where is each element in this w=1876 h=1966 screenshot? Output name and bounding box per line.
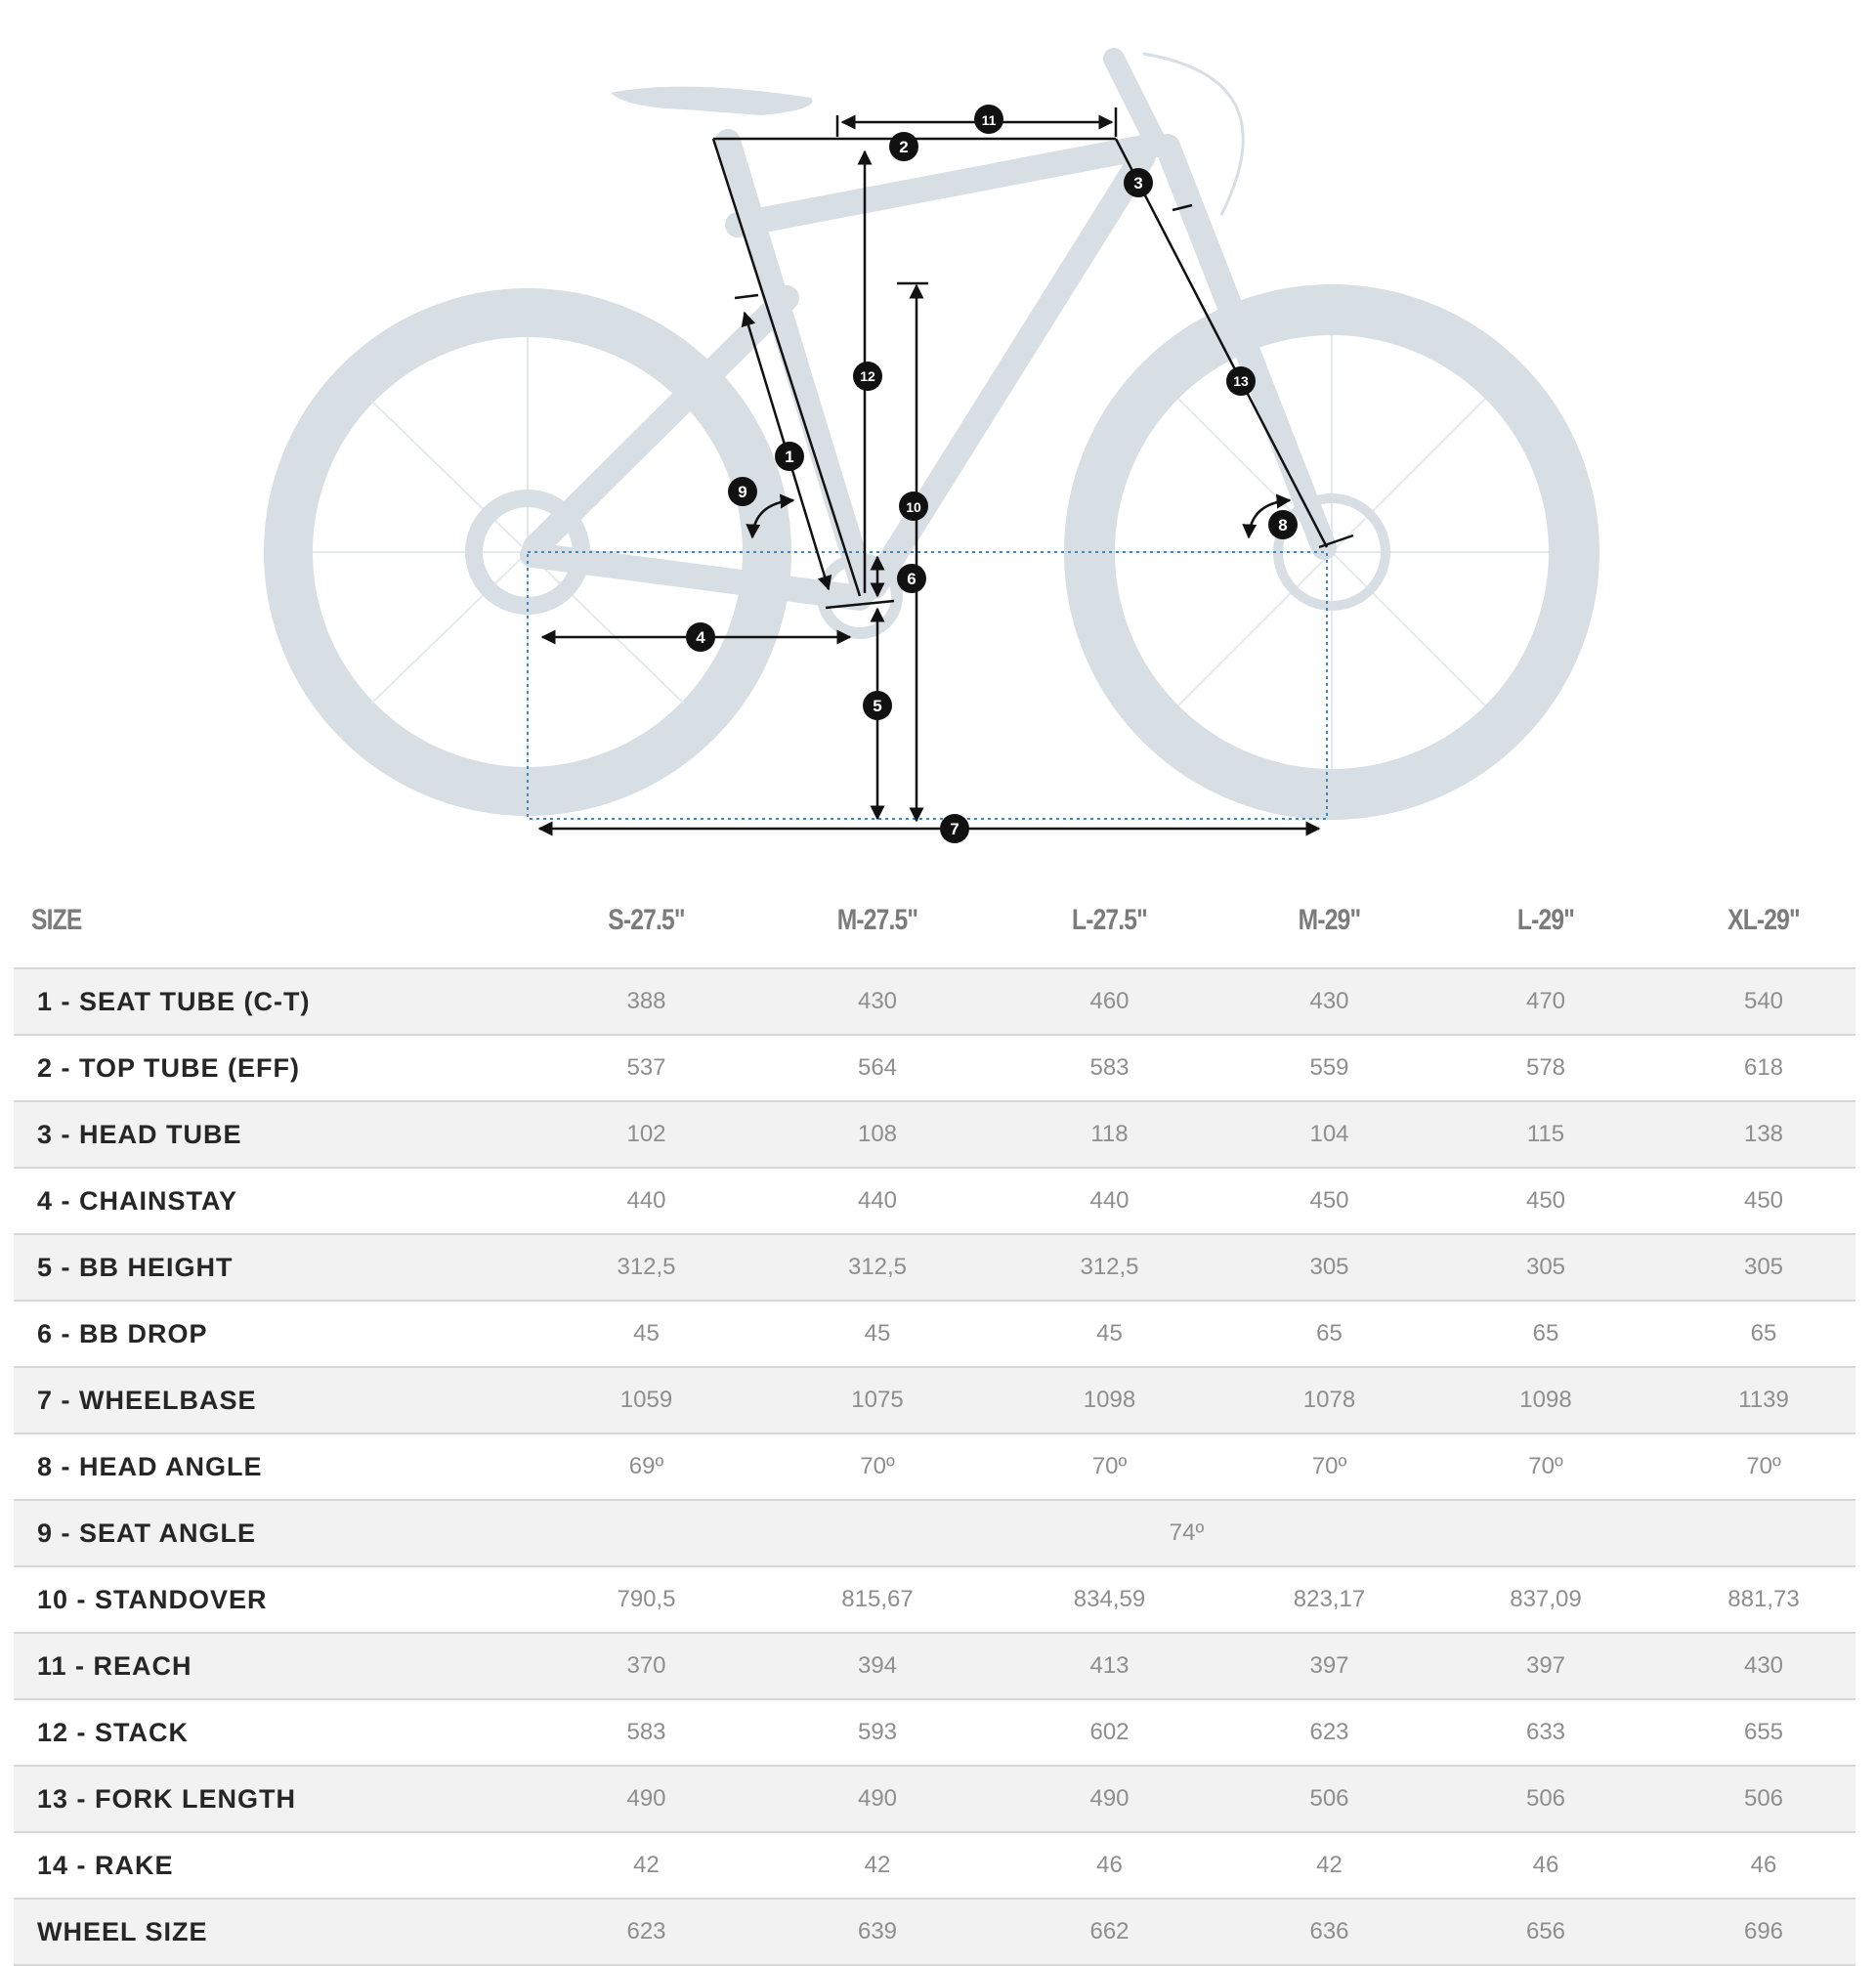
handlebar-stem — [1114, 59, 1158, 147]
value-cell: 70º — [1239, 1433, 1420, 1500]
value-cell: 823,17 — [1239, 1566, 1420, 1633]
value-cell: 312,5 — [775, 1234, 980, 1301]
table-row — [14, 1367, 1855, 1433]
value-cell: 450 — [1672, 1168, 1855, 1234]
value-cell: 623 — [1239, 1699, 1420, 1766]
value-cell: 578 — [1420, 1035, 1672, 1101]
value-cell: 65 — [1672, 1301, 1855, 1367]
marker-13 — [1226, 366, 1256, 396]
row-label: 7 - WHEELBASE — [14, 1367, 518, 1433]
value-cell: 42 — [775, 1832, 980, 1899]
value-cell: 1139 — [1672, 1367, 1855, 1433]
value-cell: 506 — [1420, 1766, 1672, 1832]
row-label: 11 - REACH — [14, 1633, 518, 1699]
value-cell: 540 — [1672, 968, 1855, 1035]
size-column-header: M-29" — [1256, 873, 1404, 968]
value-cell: 593 — [775, 1699, 980, 1766]
value-cell: 430 — [775, 968, 980, 1035]
table-row — [14, 1832, 1855, 1899]
value-cell: 881,73 — [1672, 1566, 1855, 1633]
marker-1 — [775, 442, 804, 471]
svg-text:10: 10 — [906, 499, 921, 515]
value-cell: 656 — [1420, 1899, 1672, 1965]
value-cell: 115 — [1420, 1101, 1672, 1168]
value-cell: 1098 — [1420, 1367, 1672, 1433]
value-cell: 138 — [1672, 1101, 1855, 1168]
marker-9 — [728, 477, 757, 506]
table-row — [14, 1101, 1855, 1168]
value-cell: 583 — [980, 1035, 1239, 1101]
value-cell: 506 — [1672, 1766, 1855, 1832]
value-cell: 655 — [1672, 1699, 1855, 1766]
value-cell: 104 — [1239, 1101, 1420, 1168]
table-row — [14, 1766, 1855, 1832]
svg-text:8: 8 — [1278, 516, 1288, 534]
size-header: SIZE — [14, 873, 427, 968]
marker-7 — [940, 814, 969, 843]
row-label: 14 - RAKE — [14, 1832, 518, 1899]
value-cell: 397 — [1420, 1633, 1672, 1699]
row-label: 9 - SEAT ANGLE — [14, 1500, 518, 1566]
value-cell: 440 — [980, 1168, 1239, 1234]
value-cell: 108 — [775, 1101, 980, 1168]
value-cell: 102 — [518, 1101, 775, 1168]
value-cell: 564 — [775, 1035, 980, 1101]
svg-text:4: 4 — [696, 628, 705, 647]
value-cell: 42 — [1239, 1832, 1420, 1899]
value-cell: 70º — [980, 1433, 1239, 1500]
marker-2 — [889, 132, 918, 161]
value-cell: 430 — [1672, 1633, 1855, 1699]
svg-text:2: 2 — [899, 138, 909, 156]
value-cell: 388 — [518, 968, 775, 1035]
top-tube — [738, 147, 1148, 225]
row-label: WHEEL SIZE — [14, 1899, 518, 1965]
value-cell: 397 — [1239, 1633, 1420, 1699]
row-label: 5 - BB HEIGHT — [14, 1234, 518, 1301]
marker-12 — [853, 362, 882, 391]
size-column-header: S-27.5" — [541, 873, 752, 968]
row-label: 10 - STANDOVER — [14, 1566, 518, 1633]
value-cell: 69º — [518, 1433, 775, 1500]
table-row — [14, 968, 1855, 1035]
value-cell: 623 — [518, 1899, 775, 1965]
value-cell: 440 — [518, 1168, 775, 1234]
value-cell: 305 — [1239, 1234, 1420, 1301]
svg-text:12: 12 — [860, 368, 875, 384]
value-cell: 46 — [1420, 1832, 1672, 1899]
value-cell: 118 — [980, 1101, 1239, 1168]
value-cell: 460 — [980, 968, 1239, 1035]
row-label: 1 - SEAT TUBE (C-T) — [14, 968, 518, 1035]
value-cell: 70º — [775, 1433, 980, 1500]
svg-text:6: 6 — [907, 570, 917, 588]
size-column-header: L-29" — [1442, 873, 1649, 968]
size-column-header: M-27.5" — [793, 873, 961, 968]
table-row — [14, 1699, 1855, 1766]
size-column-header: L-27.5" — [1003, 873, 1215, 968]
value-cell: 305 — [1672, 1234, 1855, 1301]
value-cell: 633 — [1420, 1699, 1672, 1766]
value-cell: 42 — [518, 1832, 775, 1899]
svg-text:9: 9 — [738, 483, 747, 501]
table-row — [14, 1500, 1855, 1566]
value-cell: 1075 — [775, 1367, 980, 1433]
value-cell: 815,67 — [775, 1566, 980, 1633]
value-cell: 537 — [518, 1035, 775, 1101]
value-cell: 470 — [1420, 968, 1672, 1035]
value-cell: 639 — [775, 1899, 980, 1965]
row-label: 2 - TOP TUBE (EFF) — [14, 1035, 518, 1101]
value-cell: 618 — [1672, 1035, 1855, 1101]
value-cell: 46 — [980, 1832, 1239, 1899]
svg-text:5: 5 — [873, 697, 882, 715]
svg-text:11: 11 — [981, 112, 997, 128]
value-cell: 790,5 — [518, 1566, 775, 1633]
table-row — [14, 1633, 1855, 1699]
bike-geometry-diagram — [0, 0, 1876, 850]
marker-5 — [863, 691, 892, 720]
value-cell: 696 — [1672, 1899, 1855, 1965]
value-cell: 370 — [518, 1633, 775, 1699]
value-cell: 583 — [518, 1699, 775, 1766]
value-cell: 1059 — [518, 1367, 775, 1433]
svg-text:13: 13 — [1233, 373, 1249, 389]
value-cell: 834,59 — [980, 1566, 1239, 1633]
row-label: 13 - FORK LENGTH — [14, 1766, 518, 1832]
table-row — [14, 1301, 1855, 1367]
value-cell: 312,5 — [518, 1234, 775, 1301]
value-cell: 490 — [980, 1766, 1239, 1832]
value-cell: 506 — [1239, 1766, 1420, 1832]
svg-text:7: 7 — [950, 820, 959, 838]
table-row — [14, 1234, 1855, 1301]
row-label: 6 - BB DROP — [14, 1301, 518, 1367]
value-cell: 394 — [775, 1633, 980, 1699]
value-cell: 602 — [980, 1699, 1239, 1766]
row-label: 4 - CHAINSTAY — [14, 1168, 518, 1234]
value-cell: 559 — [1239, 1035, 1420, 1101]
value-cell: 45 — [980, 1301, 1239, 1367]
value-cell: 312,5 — [980, 1234, 1239, 1301]
table-row — [14, 1168, 1855, 1234]
merged-value-cell: 74º — [518, 1500, 1855, 1566]
value-cell: 45 — [775, 1301, 980, 1367]
value-cell: 65 — [1239, 1301, 1420, 1367]
marker-11 — [974, 105, 1003, 134]
table-row — [14, 1035, 1855, 1101]
value-cell: 1098 — [980, 1367, 1239, 1433]
value-cell: 65 — [1420, 1301, 1672, 1367]
row-label: 8 - HEAD ANGLE — [14, 1433, 518, 1500]
value-cell: 430 — [1239, 968, 1420, 1035]
table-row — [14, 1566, 1855, 1633]
value-cell: 490 — [775, 1766, 980, 1832]
marker-10 — [899, 492, 928, 521]
marker-6 — [897, 564, 926, 593]
value-cell: 490 — [518, 1766, 775, 1832]
table-row — [14, 1899, 1855, 1965]
value-cell: 662 — [980, 1899, 1239, 1965]
svg-text:1: 1 — [785, 448, 794, 466]
value-cell: 450 — [1420, 1168, 1672, 1234]
value-cell: 450 — [1239, 1168, 1420, 1234]
value-cell: 305 — [1420, 1234, 1672, 1301]
value-cell: 636 — [1239, 1899, 1420, 1965]
value-cell: 440 — [775, 1168, 980, 1234]
value-cell: 46 — [1672, 1832, 1855, 1899]
marker-4 — [686, 622, 715, 652]
row-label: 3 - HEAD TUBE — [14, 1101, 518, 1168]
value-cell: 45 — [518, 1301, 775, 1367]
marker-8 — [1268, 510, 1298, 539]
size-column-header: XL-29" — [1688, 873, 1839, 968]
saddle — [611, 87, 812, 115]
svg-text:3: 3 — [1133, 174, 1143, 192]
value-cell: 70º — [1420, 1433, 1672, 1500]
table-row — [14, 1433, 1855, 1500]
table-header-row — [14, 873, 1855, 968]
value-cell: 1078 — [1239, 1367, 1420, 1433]
geometry-table — [14, 873, 1855, 1966]
marker-3 — [1124, 168, 1153, 197]
value-cell: 837,09 — [1420, 1566, 1672, 1633]
bike-silhouette — [288, 54, 1574, 794]
value-cell: 413 — [980, 1633, 1239, 1699]
value-cell: 70º — [1672, 1433, 1855, 1500]
row-label: 12 - STACK — [14, 1699, 518, 1766]
